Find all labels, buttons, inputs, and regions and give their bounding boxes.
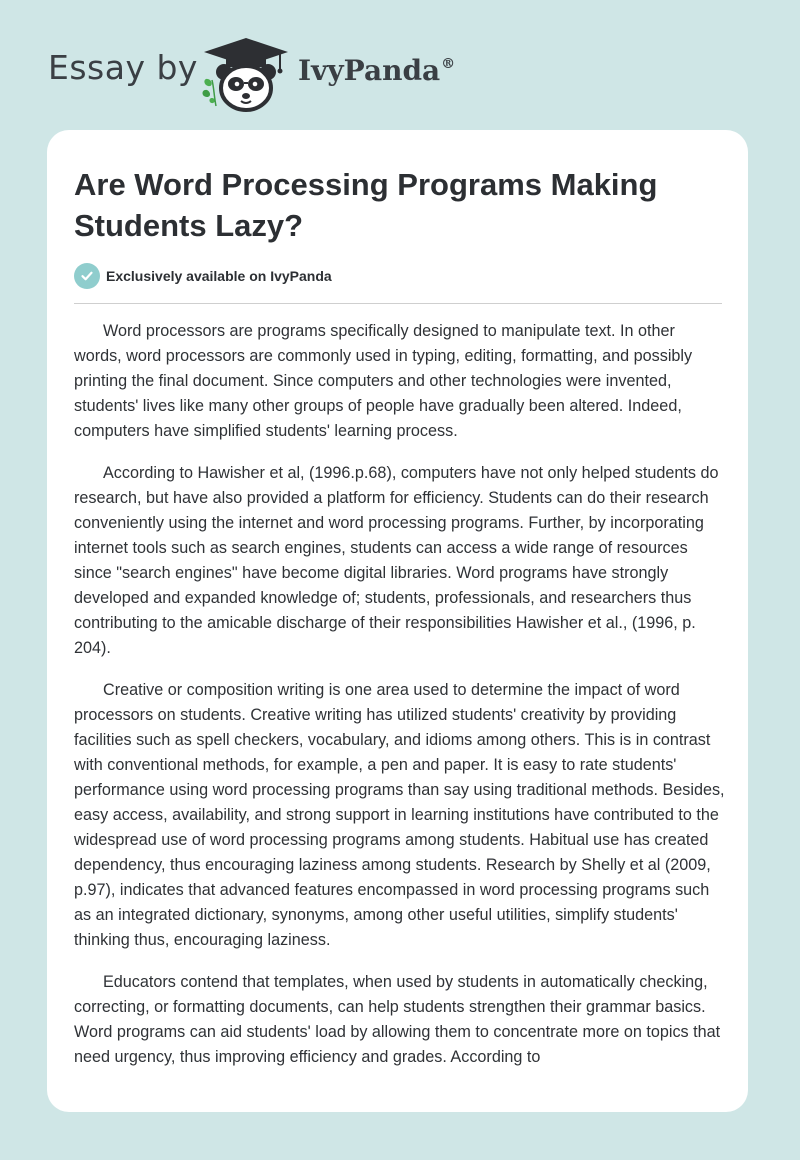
site-header <box>0 0 800 130</box>
paragraph: Word processors are programs specifically designed to manipulate text. In other words, word processors are commonly used in typing, editing, formatting, and possibly printing the final document. Since computers and other technologies were invented, students' lives like many other groups of people have gradually been altered. Indeed, computers have simplified students' learning process. <box>74 322 693 440</box>
paragraph: According to Hawisher et al, (1996.p.68), computers have not only helped students do research, but have also provided a platform for efficiency. Students can do their research conveniently using the internet and word processing programs. Further, by incorporating internet tools such as search engines, students can access a wide range of resources since "search engines" have become digital libraries. Word programs have strongly developed and expanded knowledge of; students, professionals, and researchers thus contributing to the amicable discharge of their responsibilities Hawisher et al., (1996, p. 204). <box>74 464 719 657</box>
title-divider <box>74 303 722 304</box>
panda-logo-graphic <box>198 36 294 112</box>
check-mark-glyph <box>80 269 94 283</box>
check-circle-icon <box>74 263 100 289</box>
essay-card <box>47 130 748 1112</box>
paragraph: Creative or composition writing is one area used to determine the impact of word processors on students. Creative writing has utilized students' creativity by providing facilities such as spell checkers, vocabulary, and idioms among others. This is in contrast with conventional methods, for example, a pen and paper. It is easy to rate students' performance using word processing programs than say using traditional methods. Besides, easy access, availability, and strong support in learning institutions have contributed to the widespread use of word processing programs among students. Habitual use has created dependency, thus encouraging laziness among students. Research by Shelly et al (2009, p.97), indicates that advanced features encompassed in word processing programs such as an integrated dictionary, synonyms, among other useful utilities, simplify students' thinking thus, encouraging laziness. <box>74 681 725 949</box>
brand-name-text: IvyPanda <box>298 54 441 87</box>
page-title: Are Word Processing Programs Making Students Lazy? <box>74 167 658 243</box>
essay-by-label: Essay by <box>48 48 198 87</box>
exclusive-badge-label: Exclusively available on IvyPanda <box>106 268 332 284</box>
essay-body <box>74 319 726 1087</box>
registered-mark: ® <box>441 56 456 72</box>
panda-graduate-logo-icon[interactable] <box>198 36 294 112</box>
exclusive-badge <box>74 263 332 289</box>
paragraph: Educators contend that templates, when used by students in automatically checking, correcting, or formatting documents, can help students strengthen their grammar basics. Word programs can aid students' load by allowing them to concentrate more on topics that need urgency, thus improving efficiency and grades. According to <box>74 973 721 1066</box>
brand-name[interactable] <box>298 54 455 87</box>
